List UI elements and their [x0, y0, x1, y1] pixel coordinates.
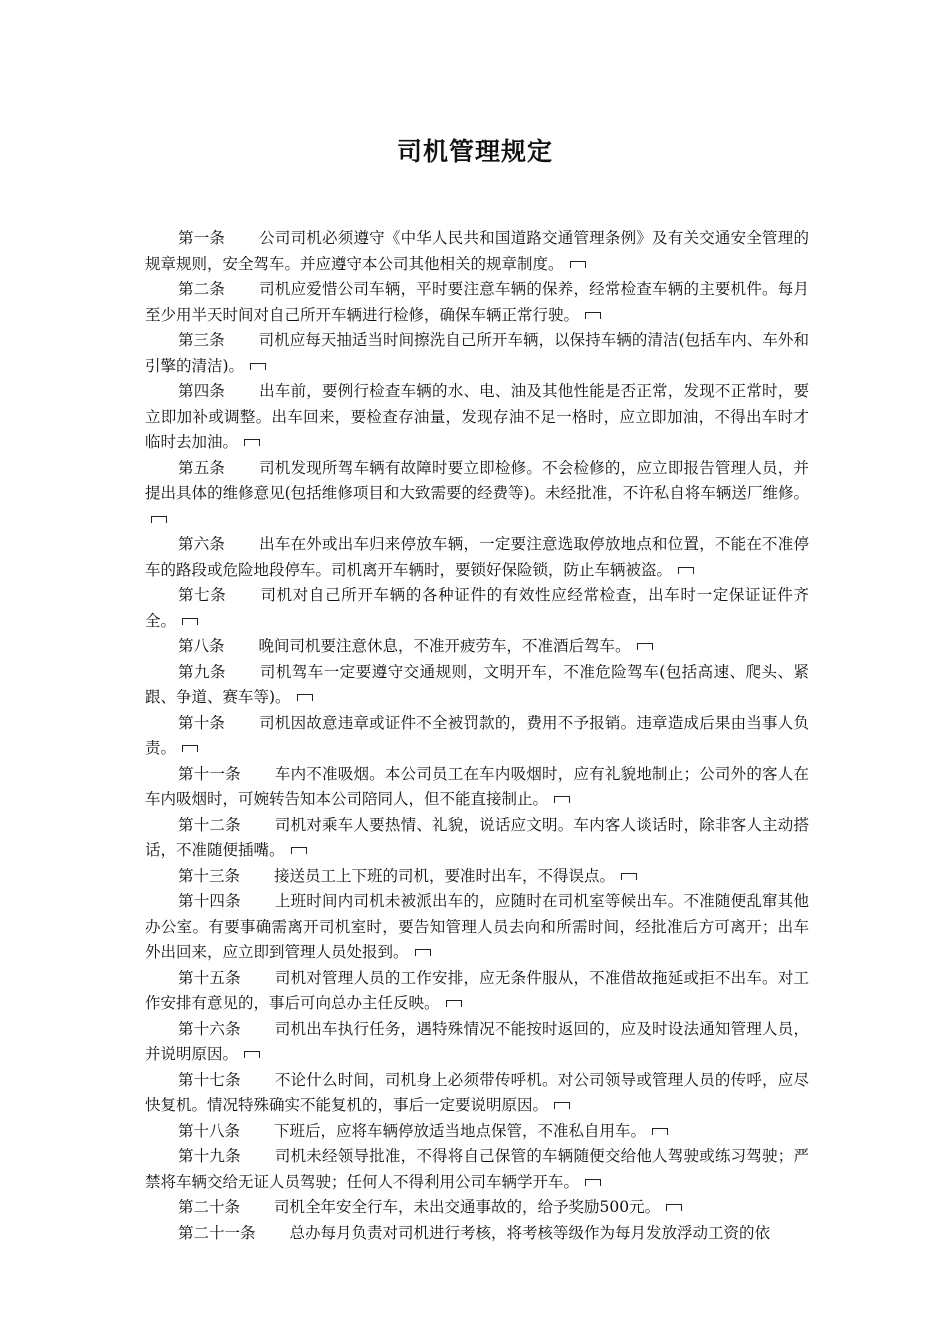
paragraph-mark-icon — [244, 439, 260, 446]
paragraph-mark-icon — [297, 694, 313, 701]
paragraph-mark-icon — [250, 363, 266, 370]
article-number: 第十六条 — [178, 1019, 241, 1038]
article-paragraph — [145, 226, 809, 277]
article-paragraph — [145, 1144, 809, 1195]
paragraph-mark-icon — [182, 745, 198, 752]
document-title: 司机管理规定 — [396, 137, 553, 166]
article-text: 司机对乘车人要热情、礼貌，说话应文明。车内客人谈话时，除非客人主动搭话，不准随便插嘴。 — [145, 815, 809, 859]
article-paragraph — [145, 762, 809, 813]
paragraph-mark-icon — [585, 312, 601, 319]
paragraph-mark-icon — [666, 1204, 682, 1211]
paragraph-mark-icon — [291, 847, 307, 854]
article-text: 司机应每天抽适当时间擦洗自己所开车辆，以保持车辆的清洁(包括车内、车外和引擎的清洁)。 — [145, 331, 809, 375]
article-paragraph — [145, 1017, 809, 1068]
paragraph-mark-icon — [570, 261, 586, 268]
article-text: 司机全年安全行车，未出交通事故的，给予奖励500元。 — [274, 1198, 661, 1216]
article-text: 公司司机必须遵守《中华人民共和国道路交通管理条例》及有关交通安全管理的规章规则，安全驾车。并应遵守本公司其他相关的规章制度。 — [145, 229, 809, 273]
article-number: 第七条 — [178, 586, 227, 604]
article-number: 第十八条 — [178, 1121, 241, 1140]
paragraph-mark-icon — [244, 1051, 260, 1058]
article-text: 不论什么时间，司机身上必须带传呼机。对公司领导或管理人员的传呼，应尽快复机。情况特殊确实不能复机的，事后一定要说明原因。 — [145, 1070, 809, 1114]
article-paragraph — [145, 813, 809, 864]
article-number: 第六条 — [178, 535, 226, 553]
article-text: 司机发现所驾车辆有故障时要立即检修。不会检修的，应立即报告管理人员，并提出具体的维修意见(包括维修项目和大致需要的经费等)。未经批准，不许私自将车辆送厂维修。 — [145, 458, 809, 502]
article-text: 下班后，应将车辆停放适当地点保管，不准私自用车。 — [274, 1121, 647, 1140]
paragraph-mark-icon — [585, 1179, 601, 1186]
article-number: 第四条 — [178, 382, 226, 400]
article-number: 第十条 — [178, 713, 226, 732]
paragraph-mark-icon — [151, 516, 167, 523]
article-text: 出车在外或出车归来停放车辆，一定要注意选取停放地点和位置，不能在不准停车的路段或危险地段停车。司机离开车辆时，要锁好保险锁，防止车辆被盗。 — [145, 535, 809, 579]
article-number: 第十五条 — [178, 968, 241, 987]
article-number: 第二十条 — [178, 1198, 241, 1216]
article-text: 司机未经领导批准，不得将自己保管的车辆随便交给他人驾驶或练习驾驶；严禁将车辆交给无证人员驾驶；任何人不得利用公司车辆学开车。 — [145, 1147, 809, 1191]
article-text: 接送员工上下班的司机，要准时出车，不得误点。 — [274, 866, 616, 885]
article-paragraph — [145, 1119, 809, 1145]
article-text: 司机驾车一定要遵守交通规则，文明开车，不准危险驾车(包括高速、爬头、紧跟、争道、赛车等)。 — [145, 662, 809, 706]
article-paragraph — [145, 328, 809, 379]
article-paragraph — [145, 1195, 809, 1221]
article-text: 出车前，要例行检查车辆的水、电、油及其他性能是否正常，发现不正常时，要立即加补或调整。出车回来，要检查存油量，发现存油不足一格时，应立即加油，不得出车时才临时去加油。 — [145, 382, 809, 451]
article-text: 司机对自己所开车辆的各种证件的有效性应经常检查，出车时一定保证证件齐全。 — [145, 586, 809, 630]
paragraph-mark-icon — [554, 796, 570, 803]
article-number: 第二条 — [178, 280, 226, 298]
paragraph-mark-icon — [182, 618, 198, 625]
article-paragraph — [145, 379, 809, 456]
article-list — [145, 226, 809, 1246]
article-text: 司机应爱惜公司车辆，平时要注意车辆的保养，经常检查车辆的主要机件。每月至少用半天时间对自己所开车辆进行检修，确保车辆正常行驶。 — [145, 280, 809, 324]
article-number: 第八条 — [178, 637, 225, 655]
article-number: 第一条 — [178, 229, 226, 247]
article-number: 第十一条 — [178, 764, 241, 783]
article-paragraph — [145, 1068, 809, 1119]
article-number: 第三条 — [178, 331, 225, 349]
article-number: 第十三条 — [178, 866, 241, 885]
article-text: 上班时间内司机未被派出车的，应随时在司机室等候出车。不准随便乱窜其他办公室。有要事确需离开司机室时，要告知管理人员去向和所需时间，经批准后方可离开；出车外出回来，应立即到管理人员处报到。 — [145, 892, 809, 961]
paragraph-mark-icon — [637, 643, 653, 650]
article-paragraph — [145, 456, 809, 533]
paragraph-mark-icon — [554, 1102, 570, 1109]
article-number: 第十九条 — [178, 1147, 241, 1165]
article-paragraph — [145, 277, 809, 328]
article-paragraph — [145, 660, 809, 711]
article-text: 车内不准吸烟。本公司员工在车内吸烟时，应有礼貌地制止；公司外的客人在车内吸烟时，可婉转告知本公司陪同人，但不能直接制止。 — [145, 764, 809, 808]
article-paragraph — [145, 634, 809, 660]
paragraph-mark-icon — [415, 949, 431, 956]
article-text: 总办每月负责对司机进行考核，将考核等级作为每月发放浮动工资的依 — [289, 1223, 771, 1242]
article-paragraph — [145, 864, 809, 890]
article-text: 司机对管理人员的工作安排，应无条件服从，不准借故拖延或拒不出车。对工作安排有意见的，事后可向总办主任反映。 — [145, 968, 809, 1012]
article-number: 第十四条 — [178, 892, 241, 910]
article-paragraph — [145, 532, 809, 583]
article-paragraph — [145, 966, 809, 1017]
article-paragraph — [145, 583, 809, 634]
paragraph-mark-icon — [446, 1000, 462, 1007]
article-text: 晚间司机要注意休息，不准开疲劳车，不准酒后驾车。 — [258, 637, 631, 655]
paragraph-mark-icon — [678, 567, 694, 574]
article-paragraph — [145, 711, 809, 762]
article-text: 司机出车执行任务，遇特殊情况不能按时返回的，应及时设法通知管理人员，并说明原因。 — [145, 1019, 809, 1063]
article-number: 第五条 — [178, 458, 226, 477]
article-number: 第十二条 — [178, 815, 241, 834]
paragraph-mark-icon — [652, 1128, 668, 1135]
article-number: 第十七条 — [178, 1070, 241, 1089]
paragraph-mark-icon — [621, 873, 637, 880]
article-paragraph — [145, 1221, 809, 1247]
article-text: 司机因故意违章或证件不全被罚款的，费用不予报销。违章造成后果由当事人负责。 — [145, 713, 809, 757]
article-number: 第二十一条 — [178, 1223, 256, 1242]
article-paragraph — [145, 889, 809, 966]
article-number: 第九条 — [178, 662, 226, 681]
